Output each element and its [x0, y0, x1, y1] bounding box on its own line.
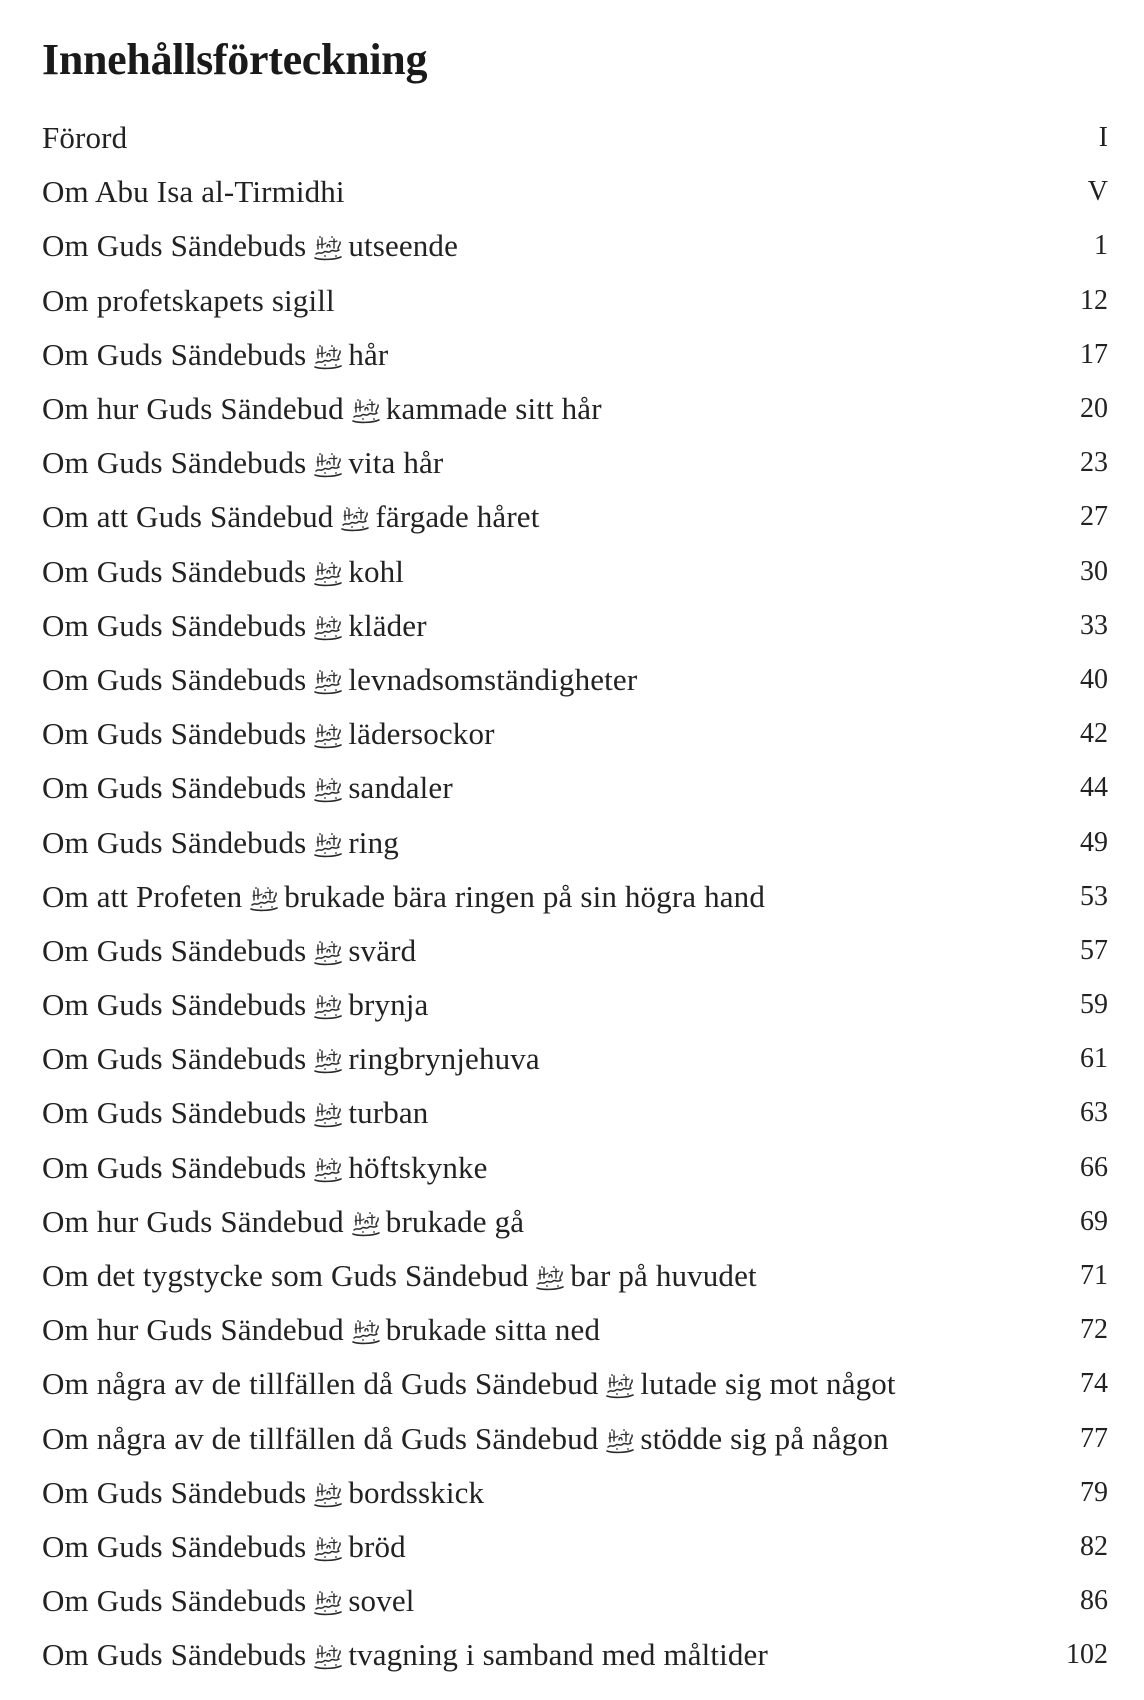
toc-entry-title: [42, 490, 539, 544]
toc-entry-title: [42, 436, 443, 490]
toc-entry[interactable]: [42, 1303, 1108, 1357]
toc-entry-title: [42, 1249, 757, 1303]
toc-entry-title: [42, 274, 335, 328]
toc-page-number: 77: [1080, 1422, 1108, 1454]
toc-entry-title: [42, 653, 637, 707]
toc-page-number: 82: [1080, 1530, 1108, 1562]
toc-entry-title-text: bar på huvudet: [570, 1258, 757, 1294]
toc-entry-title: [42, 1195, 524, 1249]
toc-entry[interactable]: [42, 219, 1108, 273]
toc-entry-title: [42, 1520, 406, 1574]
toc-entry-title-text: Om Guds Sändebuds: [42, 1095, 307, 1131]
toc-entry-title-text: sovel: [348, 1583, 415, 1619]
toc-entry[interactable]: [42, 490, 1108, 544]
toc-entry-title: [42, 1086, 428, 1140]
salawat-calligraphy-icon: [350, 1318, 382, 1346]
toc-entry-title-text: Om några av de tillfällen då Guds Sändebud: [42, 1366, 599, 1402]
salawat-calligraphy-icon: [312, 831, 344, 859]
toc-page-number: 33: [1080, 609, 1108, 641]
toc-entry-title-text: turban: [348, 1095, 429, 1131]
salawat-calligraphy-icon: [312, 451, 344, 479]
salawat-calligraphy-icon: [312, 1156, 344, 1184]
toc-entry-title: [42, 545, 404, 599]
toc-page-number: 23: [1080, 447, 1108, 479]
toc-page-number: 42: [1080, 718, 1108, 750]
toc-entry[interactable]: [42, 707, 1108, 761]
toc-page-number: 86: [1080, 1585, 1108, 1617]
toc-entry[interactable]: [42, 978, 1108, 1032]
toc-entry-title-text: Om Guds Sändebuds: [42, 607, 307, 643]
toc-entry-title-text: brynja: [348, 987, 429, 1023]
salawat-calligraphy-icon: [339, 505, 371, 533]
toc-entry[interactable]: [42, 870, 1108, 924]
toc-entry[interactable]: [42, 1520, 1108, 1574]
toc-entry[interactable]: [42, 111, 1108, 165]
salawat-calligraphy-icon: [312, 722, 344, 750]
salawat-calligraphy-icon: [312, 560, 344, 588]
salawat-calligraphy-icon: [312, 1589, 344, 1617]
toc-page-number: 53: [1080, 880, 1108, 912]
toc-entry-title-text: Om hur Guds Sändebud: [42, 391, 344, 427]
toc-entry-title: [42, 165, 345, 219]
toc-entry-title-text: Om Guds Sändebuds: [42, 1041, 307, 1077]
toc-entry[interactable]: [42, 1195, 1108, 1249]
toc-entry-title-text: brukade gå: [385, 1203, 525, 1239]
toc-page-number: 40: [1080, 663, 1108, 695]
toc-entry[interactable]: [42, 165, 1108, 219]
toc-entry-title-text: kammade sitt hår: [385, 391, 602, 427]
toc-entry-title: [42, 1032, 540, 1086]
toc-page-number: 57: [1080, 934, 1108, 966]
toc-entry-title-text: stödde sig på någon: [640, 1420, 889, 1456]
toc-entry-title: [42, 1412, 889, 1466]
toc-entry-title: [42, 1141, 488, 1195]
toc-entry-title-text: Om Guds Sändebuds: [42, 987, 307, 1023]
salawat-calligraphy-icon: [312, 343, 344, 371]
toc-entry-title: [42, 1466, 484, 1520]
toc-entry-title-text: hår: [348, 336, 389, 372]
toc-page-number: 63: [1080, 1097, 1108, 1129]
salawat-calligraphy-icon: [534, 1264, 566, 1292]
toc-entry-title-text: Om profetskapets sigill: [42, 282, 335, 318]
salawat-calligraphy-icon: [312, 1047, 344, 1075]
toc-entry-title-text: Om Guds Sändebuds: [42, 824, 307, 860]
toc-entry-title-text: Om Guds Sändebuds: [42, 553, 307, 589]
toc-entry-title-text: utseende: [348, 228, 458, 264]
salawat-calligraphy-icon: [312, 1643, 344, 1671]
toc-entry-title-text: brukade bära ringen på sin högra hand: [284, 878, 765, 914]
toc-page-number: 66: [1080, 1151, 1108, 1183]
salawat-calligraphy-icon: [350, 397, 382, 425]
toc-entry-title: [42, 870, 765, 924]
toc-entry[interactable]: [42, 1357, 1108, 1411]
toc-entry-title: [42, 219, 458, 273]
toc-entry-title-text: Om Guds Sändebuds: [42, 1637, 307, 1673]
toc-entry-title-text: Om Abu Isa al-Tirmidhi: [42, 174, 345, 210]
toc-page-number: 49: [1080, 826, 1108, 858]
toc-entry-title-text: sandaler: [348, 770, 453, 806]
toc-page-number: 102: [1066, 1639, 1108, 1671]
salawat-calligraphy-icon: [312, 614, 344, 642]
toc-entry[interactable]: [42, 1466, 1108, 1520]
toc-entry-title-text: Om Guds Sändebuds: [42, 1583, 307, 1619]
toc-entry-title-text: Om Guds Sändebuds: [42, 445, 307, 481]
toc-list: [42, 111, 1108, 1682]
toc-entry-title-text: brukade sitta ned: [385, 1312, 601, 1348]
toc-entry-title: [42, 382, 602, 436]
toc-entry[interactable]: [42, 924, 1108, 978]
toc-entry-title: [42, 1357, 896, 1411]
toc-entry-title-text: Förord: [42, 120, 128, 156]
toc-page-number: 1: [1094, 230, 1108, 262]
toc-entry-title-text: Om Guds Sändebuds: [42, 932, 307, 968]
toc-entry[interactable]: [42, 1249, 1108, 1303]
toc-entry[interactable]: [42, 1574, 1108, 1628]
toc-entry-title-text: färgade håret: [375, 499, 540, 535]
toc-entry[interactable]: [42, 1086, 1108, 1140]
toc-entry-title: [42, 707, 495, 761]
toc-page-number: 17: [1080, 338, 1108, 370]
toc-entry[interactable]: [42, 1141, 1108, 1195]
toc-entry-title-text: vita hår: [348, 445, 444, 481]
toc-page-number: 59: [1080, 989, 1108, 1021]
toc-page-number: 74: [1080, 1368, 1108, 1400]
toc-page-number: 27: [1080, 501, 1108, 533]
toc-page-number: 61: [1080, 1043, 1108, 1075]
toc-entry-title-text: Om Guds Sändebuds: [42, 336, 307, 372]
toc-entry[interactable]: [42, 1032, 1108, 1086]
toc-page-number: I: [1098, 122, 1108, 154]
salawat-calligraphy-icon: [604, 1372, 636, 1400]
salawat-calligraphy-icon: [312, 1535, 344, 1563]
toc-entry[interactable]: [42, 815, 1108, 869]
toc-page-number: 69: [1080, 1205, 1108, 1237]
toc-entry-title-text: Om Guds Sändebuds: [42, 716, 307, 752]
toc-entry[interactable]: [42, 653, 1108, 707]
toc-entry[interactable]: [42, 382, 1108, 436]
salawat-calligraphy-icon: [248, 885, 280, 913]
toc-entry-title-text: Om hur Guds Sändebud: [42, 1203, 344, 1239]
toc-entry-title-text: ringbrynjehuva: [348, 1041, 540, 1077]
toc-page-number: 20: [1080, 393, 1108, 425]
toc-entry-title: [42, 924, 416, 978]
toc-entry-title-text: Om att Profeten: [42, 878, 243, 914]
toc-entry-title-text: ring: [348, 824, 399, 860]
toc-entry-title-text: svärd: [348, 932, 417, 968]
toc-entry-title-text: levnadsomständigheter: [348, 661, 638, 697]
salawat-calligraphy-icon: [312, 939, 344, 967]
toc-entry-title-text: höftskynke: [348, 1149, 488, 1185]
toc-entry-title: [42, 761, 453, 815]
toc-entry-title: [42, 328, 388, 382]
toc-entry-title-text: Om Guds Sändebuds: [42, 661, 307, 697]
toc-entry-title-text: Om att Guds Sändebud: [42, 499, 334, 535]
toc-entry-title: [42, 111, 127, 165]
salawat-calligraphy-icon: [312, 234, 344, 262]
toc-page-number: 71: [1080, 1260, 1108, 1292]
toc-entry-title-text: Om hur Guds Sändebud: [42, 1312, 344, 1348]
salawat-calligraphy-icon: [350, 1210, 382, 1238]
toc-entry-title-text: bordsskick: [348, 1474, 485, 1510]
toc-entry[interactable]: [42, 328, 1108, 382]
toc-entry-title-text: Om Guds Sändebuds: [42, 1474, 307, 1510]
toc-entry[interactable]: [42, 545, 1108, 599]
toc-entry-title-text: lutade sig mot något: [640, 1366, 896, 1402]
toc-entry[interactable]: [42, 761, 1108, 815]
toc-entry[interactable]: [42, 436, 1108, 490]
toc-entry-title: [42, 1574, 415, 1628]
toc-entry-title-text: Om Guds Sändebuds: [42, 228, 307, 264]
toc-entry-title: [42, 978, 428, 1032]
toc-entry-title-text: lädersockor: [348, 716, 495, 752]
toc-entry-title-text: Om det tygstycke som Guds Sändebud: [42, 1258, 529, 1294]
salawat-calligraphy-icon: [312, 668, 344, 696]
salawat-calligraphy-icon: [312, 1481, 344, 1509]
toc-entry[interactable]: [42, 274, 1108, 328]
toc-entry-title-text: Om Guds Sändebuds: [42, 1149, 307, 1185]
toc-entry-title: [42, 1628, 768, 1682]
toc-entry-title-text: Om Guds Sändebuds: [42, 1528, 307, 1564]
toc-page-number: 79: [1080, 1476, 1108, 1508]
salawat-calligraphy-icon: [312, 776, 344, 804]
toc-entry[interactable]: [42, 1628, 1108, 1682]
toc-entry[interactable]: [42, 599, 1108, 653]
toc-entry-title-text: kohl: [348, 553, 405, 589]
salawat-calligraphy-icon: [604, 1427, 636, 1455]
toc-page-number: V: [1087, 176, 1108, 208]
toc-page-number: 72: [1080, 1314, 1108, 1346]
toc-page-number: 44: [1080, 772, 1108, 804]
salawat-calligraphy-icon: [312, 1101, 344, 1129]
salawat-calligraphy-icon: [312, 993, 344, 1021]
page-title: Innehållsförteckning: [42, 35, 428, 84]
toc-entry-title-text: kläder: [348, 607, 427, 643]
toc-entry[interactable]: [42, 1412, 1108, 1466]
toc-entry-title-text: bröd: [348, 1528, 406, 1564]
toc-entry-title: [42, 816, 399, 870]
toc-entry-title: [42, 1303, 600, 1357]
toc-entry-title-text: Om Guds Sändebuds: [42, 770, 307, 806]
toc-page-number: 12: [1080, 284, 1108, 316]
toc-page-number: 30: [1080, 555, 1108, 587]
toc-entry-title: [42, 599, 427, 653]
toc-entry-title-text: tvagning i samband med måltider: [348, 1637, 768, 1673]
toc-entry-title-text: Om några av de tillfällen då Guds Sändebud: [42, 1420, 599, 1456]
